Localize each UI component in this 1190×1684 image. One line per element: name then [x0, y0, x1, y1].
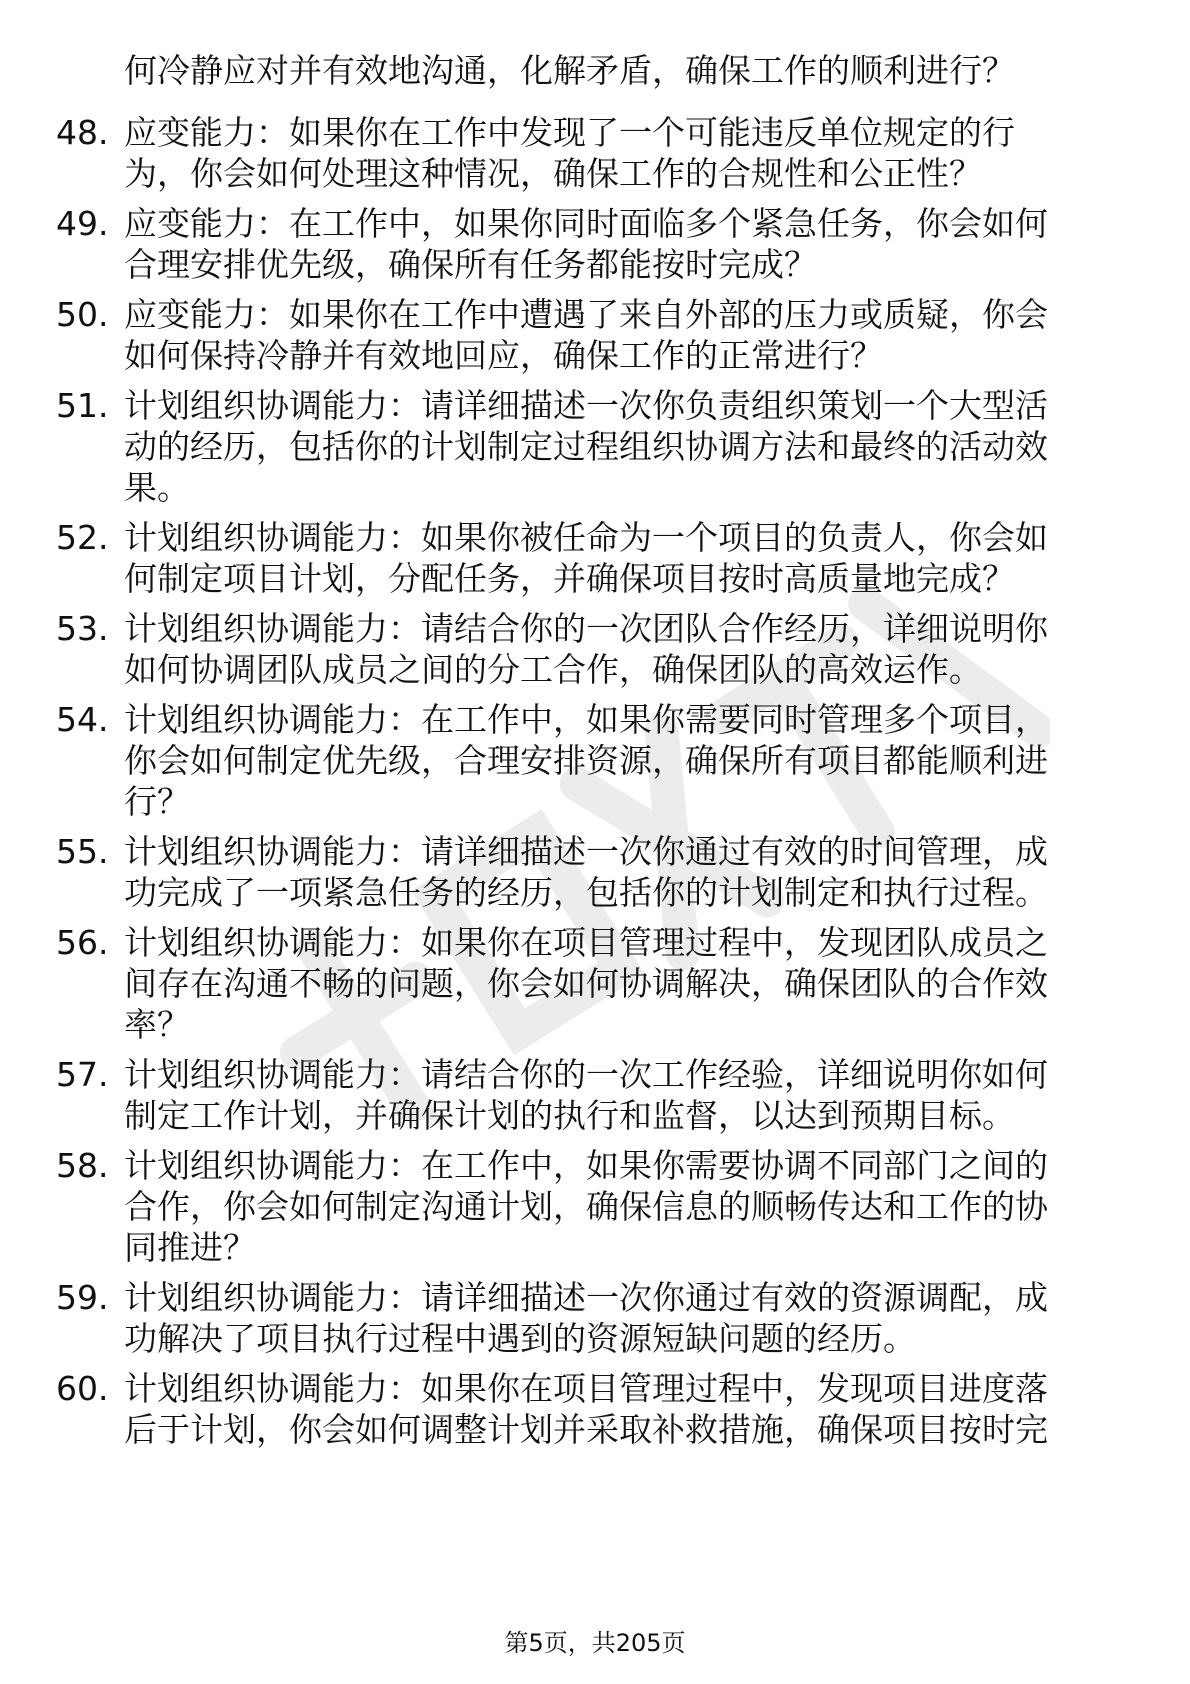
question-number: 51.: [56, 386, 109, 425]
question-text-line: 功解决了项目执行过程中遇到的资源短缺问题的经历。: [124, 1319, 916, 1358]
question-text-line: 计划组织协调能力：如果你在项目管理过程中，发现团队成员之: [124, 923, 1048, 962]
question-text-line: 你会如何制定优先级，合理安排资源，确保所有项目都能顺利进: [124, 741, 1048, 780]
question-text: [124, 203, 1134, 285]
question-text-line: 应变能力：如果你在工作中发现了一个可能违反单位规定的行: [124, 113, 1015, 152]
question-text-line: 制定工作计划，并确保计划的执行和监督，以达到预期目标。: [124, 1096, 1015, 1135]
question-text-line: 如何保持冷静并有效地回应，确保工作的正常进行？: [124, 336, 883, 375]
question-text-line: 间存在沟通不畅的问题，你会如何协调解决，确保团队的合作效: [124, 964, 1048, 1003]
question-text-line: 计划组织协调能力：如果你在项目管理过程中，发现项目进度落: [124, 1369, 1048, 1408]
question-text: [124, 608, 1134, 690]
question-text: [124, 1277, 1134, 1359]
question-number: 57.: [56, 1055, 109, 1094]
question-number: 50.: [56, 295, 109, 334]
page-footer: 第5页，共205页: [504, 1629, 686, 1657]
question-number: 48.: [56, 113, 109, 152]
question-number: 55.: [56, 832, 109, 871]
question-text: [124, 699, 1134, 822]
question-text: [124, 922, 1134, 1045]
question-number: 53.: [56, 609, 109, 648]
question-text-line: 应变能力：在工作中，如果你同时面临多个紧急任务，你会如何: [124, 204, 1048, 243]
question-text-line: 计划组织协调能力：请结合你的一次工作经验，详细说明你如何: [124, 1055, 1048, 1094]
question-text-line: 为，你会如何处理这种情况，确保工作的合规性和公正性？: [124, 154, 982, 193]
question-text-line: 计划组织协调能力：请详细描述一次你通过有效的时间管理，成: [124, 832, 1048, 871]
question-text-line: 应变能力：如果你在工作中遭遇了来自外部的压力或质疑，你会: [124, 295, 1048, 334]
question-text-line: 合作，你会如何制定沟通计划，确保信息的顺畅传达和工作的协: [124, 1187, 1048, 1226]
question-text-line: 动的经历，包括你的计划制定过程组织协调方法和最终的活动效: [124, 427, 1048, 466]
question-text: [124, 1145, 1134, 1268]
question-text: [124, 1368, 1134, 1450]
question-number: 60.: [56, 1369, 109, 1408]
question-text-line: 计划组织协调能力：如果你被任命为一个项目的负责人，你会如: [124, 518, 1048, 557]
question-text-line: 合理安排优先级，确保所有任务都能按时完成？: [124, 245, 817, 284]
question-text: [124, 294, 1134, 376]
question-number: 56.: [56, 923, 109, 962]
question-text-line: 计划组织协调能力：请详细描述一次你通过有效的资源调配，成: [124, 1278, 1048, 1317]
question-text-line: 同推进？: [124, 1228, 256, 1267]
question-text-line: 计划组织协调能力：在工作中，如果你需要协调不同部门之间的: [124, 1146, 1048, 1185]
question-number: 58.: [56, 1146, 109, 1185]
question-number: 59.: [56, 1278, 109, 1317]
question-text-line: 果。: [124, 468, 190, 507]
question-text: [124, 385, 1134, 508]
question-number: 54.: [56, 700, 109, 739]
question-text-line: 功完成了一项紧急任务的经历，包括你的计划制定和执行过程。: [124, 873, 1048, 912]
question-text-line: 行？: [124, 782, 190, 821]
question-text-line: 计划组织协调能力：请结合你的一次团队合作经历，详细说明你: [124, 609, 1048, 648]
continuation-text: 何冷静应对并有效地沟通，化解矛盾，确保工作的顺利进行？: [124, 51, 1015, 90]
question-text: [124, 831, 1134, 913]
question-text: [124, 112, 1134, 194]
question-text-line: 率？: [124, 1005, 190, 1044]
question-text-line: 何制定项目计划，分配任务，并确保项目按时高质量地完成？: [124, 559, 1015, 598]
question-number: 52.: [56, 518, 109, 557]
question-text: [124, 1054, 1134, 1136]
question-text-line: 后于计划，你会如何调整计划并采取补救措施，确保项目按时完: [124, 1410, 1048, 1449]
question-text-line: 计划组织协调能力：在工作中，如果你需要同时管理多个项目，: [124, 700, 1048, 739]
question-text: [124, 517, 1134, 599]
question-number: 49.: [56, 204, 109, 243]
question-text-line: 如何协调团队成员之间的分工合作，确保团队的高效运作。: [124, 650, 982, 689]
question-text-line: 计划组织协调能力：请详细描述一次你负责组织策划一个大型活: [124, 386, 1048, 425]
